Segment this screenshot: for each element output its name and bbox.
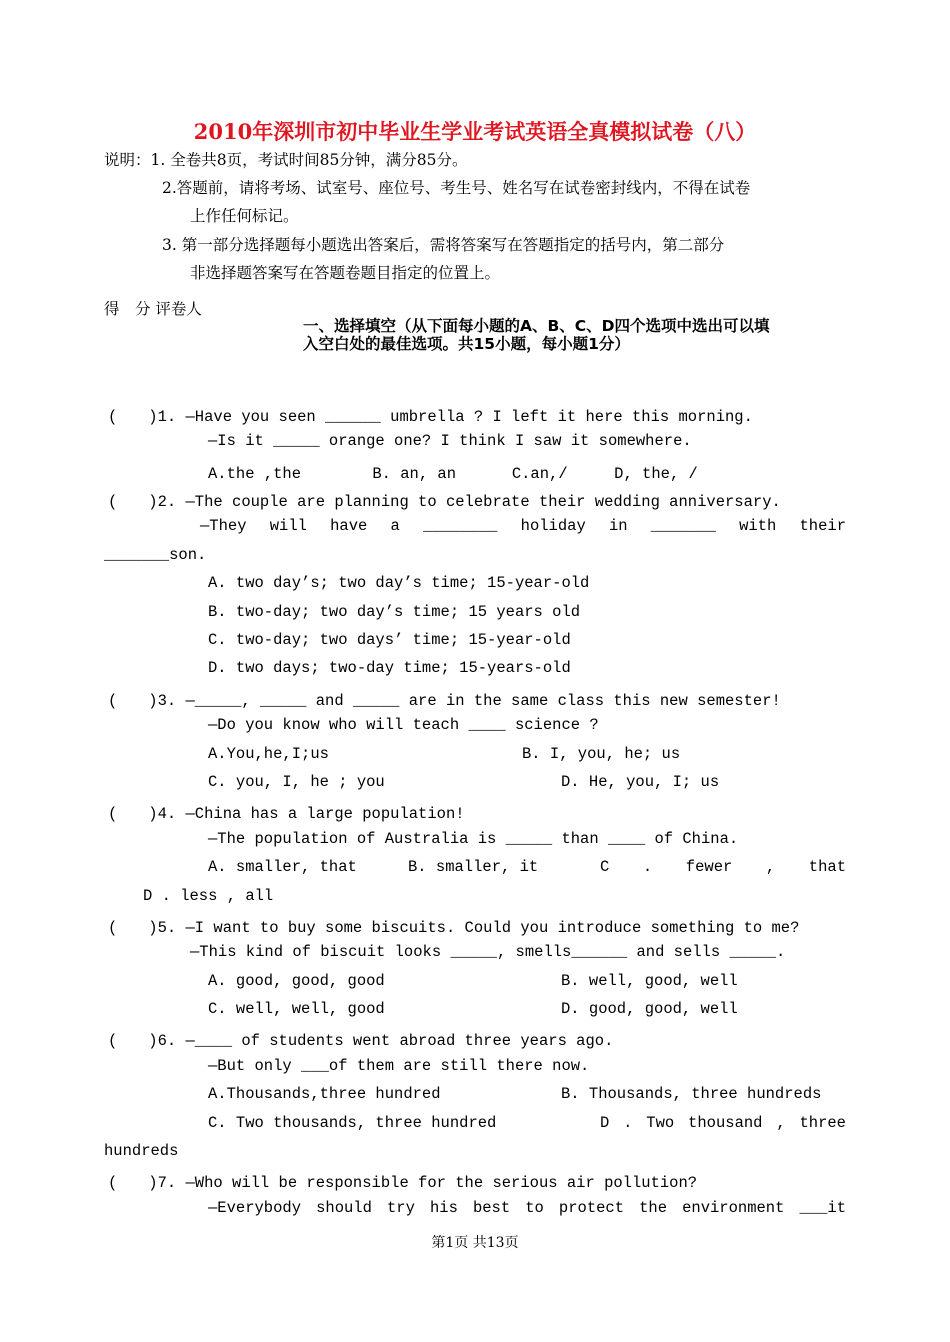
question-5-option-c: C. well, well, good	[208, 1000, 385, 1018]
question-7-reply: —Everybody should try his best to protect the environment ___it	[208, 1199, 846, 1217]
question-1-options: A.the ,the B. an, an C.an,/ D, the, /	[208, 465, 698, 483]
question-6-option-c: C. Two thousands, three hundred	[208, 1114, 497, 1132]
instruction-line-3: 上作任何标记。	[190, 207, 299, 225]
instruction-line-4: 3. 第一部分选择题每小题选出答案后，需将答案写在答题指定的括号内，第二部分	[162, 236, 725, 254]
score-box-label: 得 分 评卷人	[104, 300, 202, 318]
question-2-option-b: B. two-day; two day’s time; 15 years old	[208, 603, 581, 621]
question-2-stem: ( )2. —The couple are planning to celebrate their wedding anniversary.	[108, 493, 781, 511]
instruction-line-1: 说明：1. 全卷共8页，考试时间85分钟，满分85分。	[104, 151, 468, 169]
section-heading-line-2: 入空白处的最佳选项。共15小题，每小题1分）	[303, 335, 630, 353]
question-5-stem: ( )5. —I want to buy some biscuits. Could you introduce something to me?	[108, 919, 800, 937]
section-heading-line-1: 一、选择填空（从下面每小题的A、B、C、D四个选项中选出可以填	[303, 317, 770, 335]
question-4-option-b: B. smaller, it	[408, 858, 539, 876]
question-4-option-a: A. smaller, that	[208, 858, 357, 876]
question-5-option-a: A. good, good, good	[208, 972, 385, 990]
question-3-option-c: C. you, I, he ; you	[208, 773, 385, 791]
instruction-line-5: 非选择题答案写在答题卷题目指定的位置上。	[190, 264, 501, 282]
question-4-option-c: C . fewer , that	[600, 858, 846, 876]
question-3-option-d: D. He, you, I; us	[561, 773, 720, 791]
question-4-reply: —The population of Australia is _____ than ____ of China.	[208, 830, 739, 848]
question-3-stem: ( )3. —_____, _____ and _____ are in the same class this new semester!	[108, 692, 781, 710]
question-6-option-a: A.Thousands,three hundred	[208, 1085, 441, 1103]
instruction-line-2: 2.答题前，请将考场、试室号、座位号、考生号、姓名写在试卷密封线内，不得在试卷	[162, 179, 751, 197]
question-3-option-a: A.You,he,I;us	[208, 745, 329, 763]
question-3-reply: —Do you know who will teach ____ science ?	[208, 716, 599, 734]
question-6-option-b: B. Thousands, three hundreds	[561, 1085, 822, 1103]
question-1-stem: ( )1. —Have you seen ______ umbrella ? I left it here this morning.	[108, 408, 753, 426]
question-6-reply: —But only ___of them are still there now.	[208, 1057, 590, 1075]
question-2-reply-cont: _______son.	[104, 546, 207, 564]
question-2-option-a: A. two day’s; two day’s time; 15-year-old	[208, 574, 590, 592]
question-4-option-d: D . less , all	[143, 887, 274, 905]
question-5-option-d: D. good, good, well	[561, 1000, 738, 1018]
page-footer: 第1页 共13页	[431, 1235, 519, 1251]
question-3-option-b: B. I, you, he; us	[522, 745, 681, 763]
page-title: 2010年深圳市初中毕业生学业考试英语全真模拟试卷（八）	[193, 119, 757, 144]
question-2-option-c: C. two-day; two days’ time; 15-year-old	[208, 631, 571, 649]
question-2-option-d: D. two days; two-day time; 15-years-old	[208, 659, 571, 677]
question-5-option-b: B. well, good, well	[561, 972, 738, 990]
question-1-reply: —Is it _____ orange one? I think I saw it somewhere.	[208, 432, 692, 450]
question-5-reply: —This kind of biscuit looks _____, smells______ and sells _____.	[190, 943, 786, 961]
question-6-stem: ( )6. —____ of students went abroad three years ago.	[108, 1032, 614, 1050]
question-4-stem: ( )4. —China has a large population!	[108, 805, 465, 823]
question-2-reply: —They will have a ________ holiday in _______ with their	[200, 517, 846, 535]
question-6-option-d-cont: hundreds	[104, 1142, 179, 1160]
question-7-stem: ( )7. —Who will be responsible for the serious air pollution?	[108, 1174, 698, 1192]
question-6-option-d: D . Two thousand , three	[600, 1114, 846, 1132]
